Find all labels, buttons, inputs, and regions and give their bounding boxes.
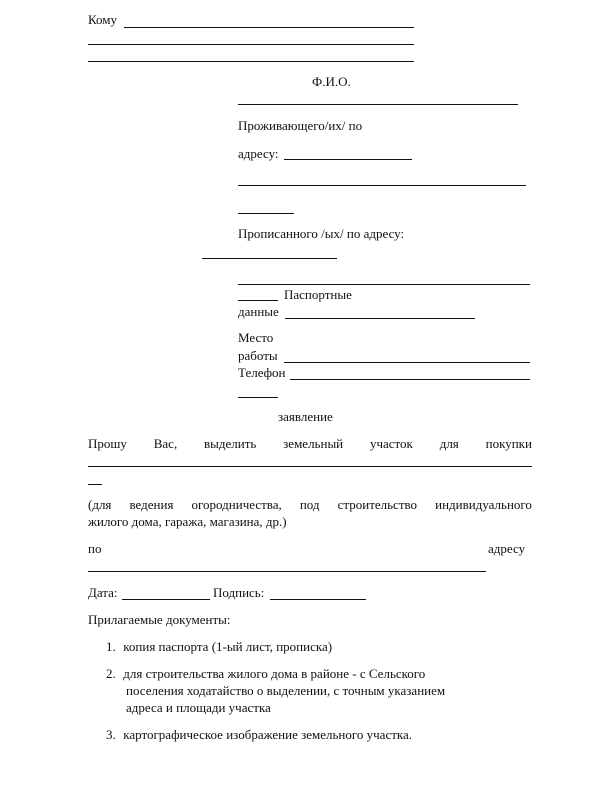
fio-label: Ф.И.О. — [312, 74, 351, 89]
address-line — [88, 571, 486, 572]
to-line — [88, 61, 414, 62]
attachment-item — [106, 639, 332, 655]
to-line — [124, 27, 414, 28]
document-title: заявление — [278, 409, 333, 424]
request-word: Прошу — [88, 436, 127, 451]
address-label-right: адресу — [488, 541, 526, 556]
purpose-word: строительство — [337, 497, 418, 512]
request-fill-line — [88, 466, 532, 467]
purpose-word: ведения — [129, 497, 174, 512]
fio-line — [238, 104, 518, 105]
attachment-text-continued: адреса и площади участка — [126, 700, 271, 715]
attachment-item — [106, 666, 425, 682]
to-label: Кому — [88, 12, 118, 27]
date-line — [122, 599, 210, 600]
date-label: Дата: — [88, 585, 118, 600]
residing-address-line — [284, 159, 412, 160]
purpose-word: огородничества, — [191, 497, 282, 512]
address-label-left: по — [88, 541, 102, 556]
request-word: земельный — [283, 436, 344, 451]
request-word: Вас, — [153, 436, 178, 451]
request-fill-line — [88, 484, 102, 485]
attachment-text: для строительства жилого дома в районе - с Сельского — [123, 666, 426, 681]
attachment-text: копия паспорта (1-ый лист, прописка) — [123, 639, 333, 654]
request-word: участок — [369, 436, 413, 451]
registered-label: Прописанного /ых/ по адресу: — [238, 226, 405, 241]
attachment-number: 2. — [106, 666, 116, 681]
request-word: выделить — [204, 436, 257, 451]
attachment-text: картографическое изображение земельного участка. — [123, 727, 413, 742]
passport-label: Паспортные — [284, 287, 352, 302]
residing-label: Проживающего/их/ по — [238, 118, 363, 133]
passport-line — [238, 300, 278, 301]
residing-address-line — [238, 213, 294, 214]
signature-line — [270, 599, 366, 600]
request-word: для — [439, 436, 459, 451]
passport-data-label: данные — [238, 304, 279, 319]
work-place-line — [284, 362, 530, 363]
purpose-word: (для — [88, 497, 112, 512]
attachments-heading: Прилагаемые документы: — [88, 612, 231, 627]
registered-address-line — [238, 284, 530, 285]
attachment-number: 3. — [106, 727, 116, 742]
purpose-word: под — [299, 497, 320, 512]
purpose-word: индивидуального — [435, 497, 532, 512]
attachment-text-continued: поселения ходатайство о выделении, с точным указанием — [126, 683, 446, 698]
registered-address-line — [202, 258, 337, 259]
attachment-item — [106, 727, 412, 743]
signature-label: Подпись: — [213, 585, 265, 600]
request-line — [88, 436, 532, 452]
request-word: покупки — [485, 436, 532, 451]
attachment-number: 1. — [106, 639, 116, 654]
to-line — [88, 44, 414, 45]
passport-data-line — [285, 318, 475, 319]
work-label: Место — [238, 330, 274, 345]
purpose-line — [88, 497, 532, 513]
work-place-label: работы — [238, 348, 278, 363]
phone-line — [238, 397, 278, 398]
phone-line — [290, 379, 530, 380]
residing-address-label: адресу: — [238, 146, 279, 161]
residing-address-line — [238, 185, 526, 186]
purpose-line-2: жилого дома, гаража, магазина, др.) — [88, 514, 287, 529]
phone-label: Телефон — [238, 365, 286, 380]
